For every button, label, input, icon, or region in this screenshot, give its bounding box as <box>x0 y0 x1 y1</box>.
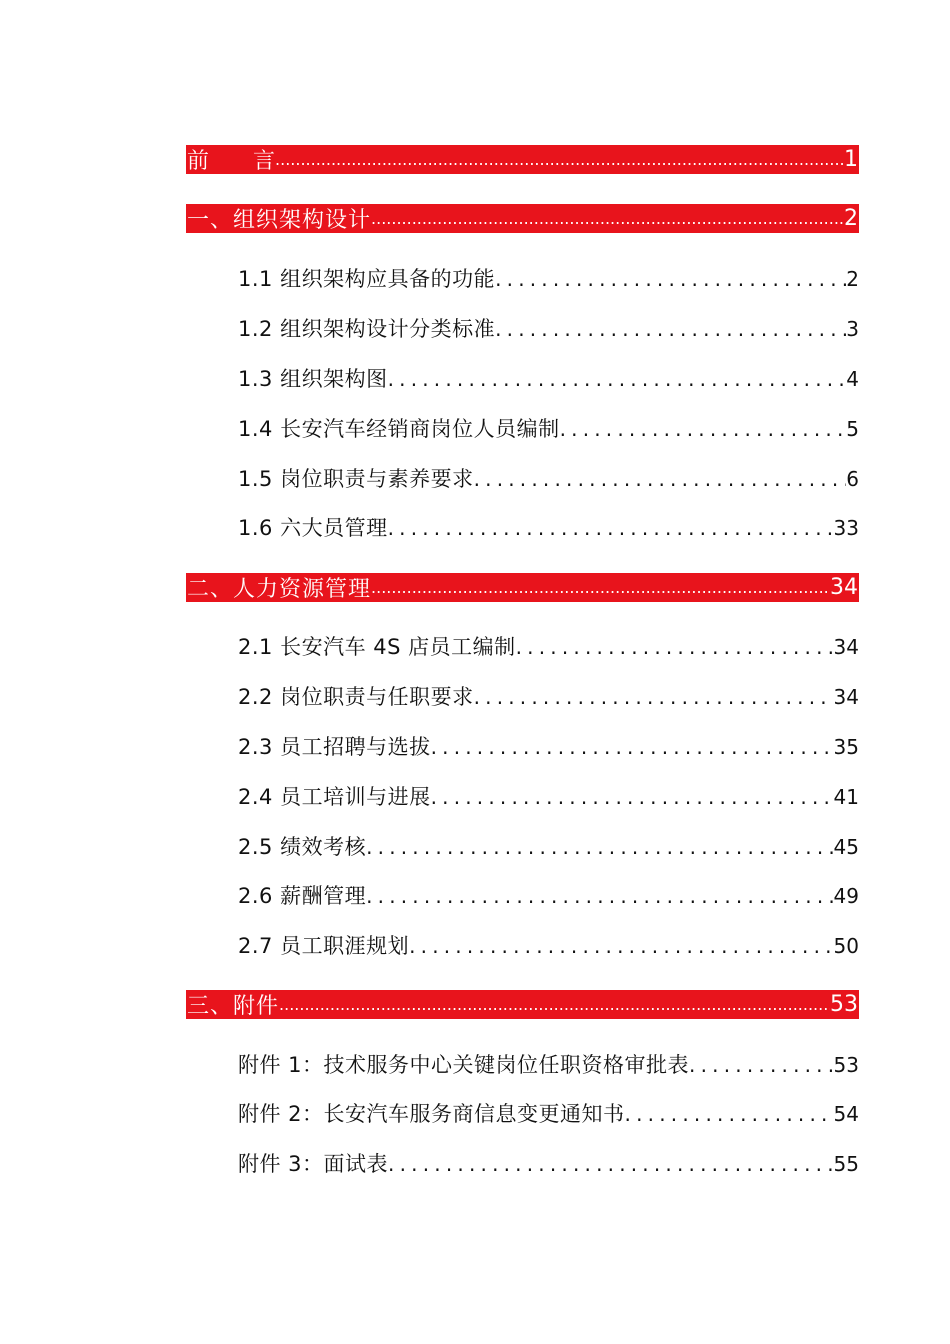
leader-dots <box>409 931 833 961</box>
leader-dots <box>275 145 844 174</box>
item-title: 2.2 岗位职责与任职要求 <box>238 685 474 709</box>
section-title: 三、附件 <box>187 994 280 1019</box>
leader-dots <box>279 990 830 1019</box>
toc-section-attachments[interactable] <box>186 990 859 1019</box>
item-title: 附件 2：长安汽车服务商信息变更通知书 <box>238 1102 625 1126</box>
item-page-number: 53 <box>833 1053 859 1077</box>
toc-item[interactable] <box>238 1099 859 1129</box>
item-title: 附件 1：技术服务中心关键岗位任职资格审批表 <box>238 1053 690 1077</box>
item-title: 1.2 组织架构设计分类标准 <box>238 317 496 341</box>
leader-dots <box>495 264 846 294</box>
item-page-number: 2 <box>846 267 859 291</box>
leader-dots <box>431 782 834 812</box>
item-page-number: 49 <box>833 884 859 908</box>
toc-item[interactable] <box>238 832 859 862</box>
toc-item[interactable] <box>238 513 859 543</box>
leader-dots <box>371 573 830 602</box>
leader-dots <box>625 1099 834 1129</box>
toc-item[interactable] <box>238 632 859 662</box>
item-title: 1.6 六大员管理 <box>238 516 388 540</box>
section-page-number: 2 <box>844 206 858 231</box>
item-page-number: 34 <box>833 685 859 709</box>
toc-item[interactable] <box>238 464 859 494</box>
toc-item[interactable] <box>238 931 859 961</box>
section-page-number: 53 <box>830 992 858 1017</box>
item-page-number: 4 <box>846 367 859 391</box>
toc-item[interactable] <box>238 782 859 812</box>
section-page-number: 1 <box>844 147 858 172</box>
section-page-number: 34 <box>830 575 858 600</box>
item-page-number: 34 <box>833 635 859 659</box>
item-page-number: 54 <box>833 1102 859 1126</box>
leader-dots <box>366 881 833 911</box>
leader-dots <box>516 632 834 662</box>
leader-dots <box>474 464 847 494</box>
item-title: 2.7 员工职涯规划 <box>238 934 410 958</box>
item-title: 1.4 长安汽车经销商岗位人员编制 <box>238 417 560 441</box>
leader-dots <box>371 204 844 233</box>
item-page-number: 35 <box>833 735 859 759</box>
toc-item[interactable] <box>238 264 859 294</box>
toc-section-hr-management[interactable] <box>186 573 859 602</box>
item-title: 2.4 员工培训与进展 <box>238 785 431 809</box>
item-title: 附件 3：面试表 <box>238 1152 389 1176</box>
toc-item[interactable] <box>238 364 859 394</box>
leader-dots <box>366 832 833 862</box>
item-title: 2.5 绩效考核 <box>238 835 367 859</box>
item-page-number: 45 <box>833 835 859 859</box>
leader-dots <box>495 314 846 344</box>
toc-item[interactable] <box>238 1149 859 1179</box>
leader-dots <box>388 364 847 394</box>
toc-section-preface[interactable] <box>186 145 859 174</box>
item-page-number: 41 <box>833 785 859 809</box>
item-page-number: 5 <box>846 417 859 441</box>
item-title: 2.6 薪酬管理 <box>238 884 367 908</box>
leader-dots <box>388 1149 834 1179</box>
leader-dots <box>689 1050 834 1080</box>
item-title: 2.1 长安汽车 4S 店员工编制 <box>238 635 516 659</box>
leader-dots <box>474 682 834 712</box>
item-title: 1.5 岗位职责与素养要求 <box>238 467 474 491</box>
item-page-number: 33 <box>833 516 859 540</box>
toc-item[interactable] <box>238 881 859 911</box>
toc-item[interactable] <box>238 732 859 762</box>
toc-item[interactable] <box>238 682 859 712</box>
toc-item[interactable] <box>238 414 859 444</box>
toc-item[interactable] <box>238 1050 859 1080</box>
item-title: 1.1 组织架构应具备的功能 <box>238 267 496 291</box>
item-title: 1.3 组织架构图 <box>238 367 388 391</box>
toc-item[interactable] <box>238 314 859 344</box>
item-page-number: 55 <box>833 1152 859 1176</box>
item-page-number: 50 <box>833 934 859 958</box>
section-title: 前 言 <box>187 149 276 174</box>
leader-dots <box>560 414 847 444</box>
item-page-number: 6 <box>846 467 859 491</box>
leader-dots <box>388 513 834 543</box>
section-title: 二、人力资源管理 <box>187 577 372 602</box>
section-title: 一、组织架构设计 <box>187 208 372 233</box>
leader-dots <box>431 732 834 762</box>
item-page-number: 3 <box>846 317 859 341</box>
toc-section-org-design[interactable] <box>186 204 859 233</box>
item-title: 2.3 员工招聘与选拔 <box>238 735 431 759</box>
